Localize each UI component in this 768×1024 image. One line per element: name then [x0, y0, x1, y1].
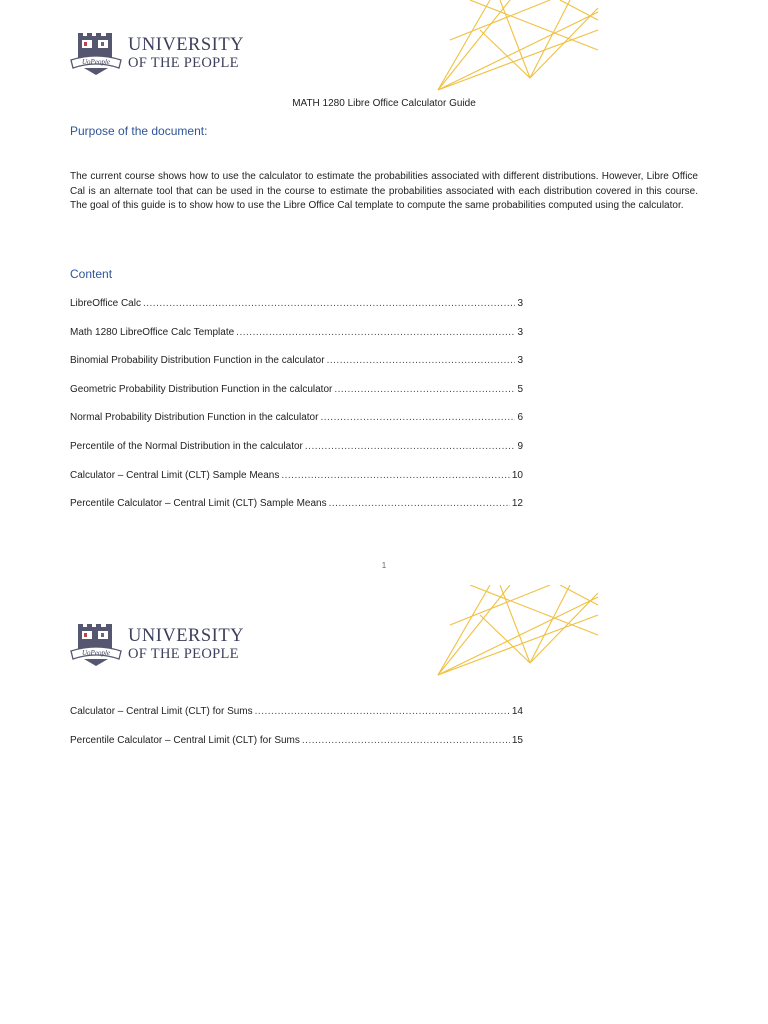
logo-of-the-people-text: OF THE PEOPLE — [128, 646, 239, 662]
toc-entry[interactable] — [70, 298, 523, 327]
page-2 — [0, 585, 768, 1024]
toc-dot-leader — [327, 355, 516, 366]
toc-entry-page: 6 — [517, 412, 523, 424]
toc-entry-title: LibreOffice Calc — [70, 298, 141, 309]
toc-entry-title: Percentile Calculator – Central Limit (CLT) for Sums — [70, 734, 300, 746]
toc-dot-leader — [329, 498, 510, 509]
toc-dot-leader — [255, 706, 510, 717]
toc-entry-title: Math 1280 LibreOffice Calc Template — [70, 326, 235, 338]
toc-entry[interactable] — [70, 470, 523, 499]
logo-university-text: UNIVERSITY — [128, 626, 244, 646]
toc-entry-title: Normal Probability Distribution Function in the calculator — [70, 412, 319, 424]
toc-dot-leader — [302, 735, 510, 746]
university-logo — [70, 32, 250, 76]
toc-entry[interactable] — [70, 384, 523, 413]
toc-entry-page: 9 — [517, 440, 523, 452]
toc-entry-title: Percentile Calculator – Central Limit (CLT) Sample Means — [70, 498, 327, 510]
toc-entry-page: 3 — [517, 298, 523, 309]
toc-entry-page: 3 — [517, 326, 523, 338]
toc-entry[interactable] — [70, 706, 523, 735]
toc-entry[interactable] — [70, 327, 523, 356]
toc-dot-leader — [281, 470, 510, 481]
toc-entry-page: 15 — [511, 734, 523, 746]
toc-dot-leader — [236, 327, 515, 338]
uopeople-crest-icon — [70, 623, 124, 667]
toc-dot-leader — [320, 412, 515, 423]
toc-entry-page: 5 — [517, 383, 523, 395]
table-of-contents — [70, 298, 523, 527]
toc-entry[interactable] — [70, 412, 523, 441]
gold-lines-decoration-icon — [430, 585, 600, 677]
toc-dot-leader — [305, 441, 516, 452]
purpose-paragraph: The current course shows how to use the calculator to estimate the probabilities associated with different distributions. However, Libre Office Cal is an alternate tool that can be used in the course to estimate the probabilities associated with each distribution covered in this course. The goal of this guide is to show how to use the Libre Office Cal template to compute the same probabilities computed using the calculator. — [70, 171, 698, 211]
toc-entry-page: 12 — [511, 498, 523, 510]
toc-entry-title: Calculator – Central Limit (CLT) Sample Means — [70, 469, 280, 481]
purpose-heading: Purpose of the document: — [70, 124, 208, 138]
toc-entry[interactable] — [70, 735, 523, 764]
svg-text:UoPeople: UoPeople — [82, 58, 110, 66]
university-logo — [70, 623, 250, 667]
svg-text:UoPeople: UoPeople — [82, 649, 110, 657]
content-heading: Content — [70, 267, 113, 281]
logo-of-the-people-text: OF THE PEOPLE — [128, 55, 239, 71]
logo-university-text: UNIVERSITY — [128, 35, 244, 55]
toc-entry[interactable] — [70, 441, 523, 470]
toc-entry-page: 10 — [511, 469, 523, 481]
document-title: MATH 1280 Libre Office Calculator Guide — [292, 98, 476, 109]
toc-entry-title: Binomial Probability Distribution Function in the calculator — [70, 355, 325, 367]
toc-entry[interactable] — [70, 498, 523, 527]
page-number: 1 — [381, 561, 387, 570]
toc-entry-page: 14 — [511, 706, 523, 717]
toc-entry-title: Percentile of the Normal Distribution in the calculator — [70, 440, 303, 452]
toc-dot-leader — [143, 298, 515, 309]
toc-entry-title: Geometric Probability Distribution Function in the calculator — [70, 383, 333, 395]
toc-dot-leader — [334, 384, 515, 395]
table-of-contents-continued — [70, 706, 523, 763]
toc-entry-page: 3 — [517, 355, 523, 367]
gold-lines-decoration-icon — [430, 0, 600, 92]
uopeople-crest-icon — [70, 32, 124, 76]
toc-entry-title: Calculator – Central Limit (CLT) for Sums — [70, 706, 253, 717]
toc-entry[interactable] — [70, 355, 523, 384]
